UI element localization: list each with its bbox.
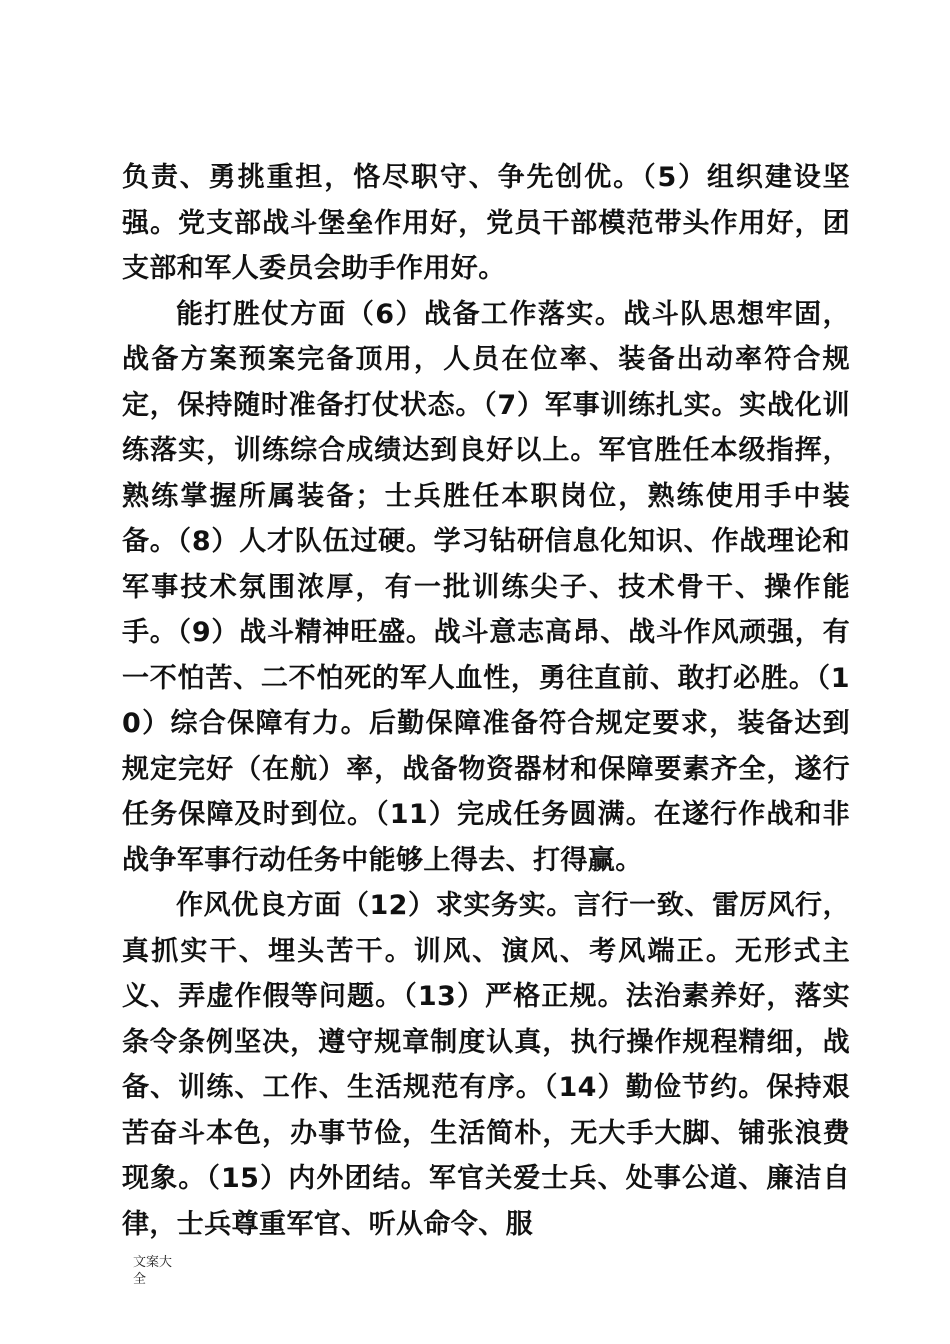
- paragraph-2: 能打胜仗方面（6）战备工作落实。战斗队思想牢固，战备方案预案完备顶用，人员在位率、装备出动率符合规定，保持随时准备打仗状态。（7）军事训练扎实。实战化训练落实，训练综合成绩达到良好以上。军官胜任本级指挥，熟练掌握所属装备；士兵胜任本职岗位，熟练使用手中装备。（8）人才队伍过硬。学习钻研信息化知识、作战理论和军事技术氛围浓厚，有一批训练尖子、技术骨干、操作能手。（9）战斗精神旺盛。战斗意志高昂、战斗作风顽强，有一不怕苦、二不怕死的军人血性，勇往直前、敢打必胜。（10）综合保障有力。后勤保障准备符合规定要求，装备达到规定完好（在航）率，战备物资器材和保障要素齐全，遂行任务保障及时到位。（11）完成任务圆满。在遂行作战和非战争军事行动任务中能够上得去、打得赢。: [122, 298, 850, 876]
- page-footer: 文案大全: [133, 1255, 173, 1287]
- paragraph-3: 作风优良方面（12）求实务实。言行一致、雷厉风行，真抓实干、埋头苦干。训风、演风、考风端正。无形式主义、弄虚作假等问题。（13）严格正规。法治素养好，落实条令条例坚决，遵守规章制度认真，执行操作规程精细，战备、训练、工作、生活规范有序。（14）勤俭节约。保持艰苦奋斗本色，办事节俭，生活简朴，无大手大脚、铺张浪费现象。（15）内外团结。军官关爱士兵、处事公道、廉洁自律，士兵尊重军官、听从命令、服: [122, 890, 850, 1240]
- paragraph-1: 负责、勇挑重担，恪尽职守、争先创优。（5）组织建设坚强。党支部战斗堡垒作用好，党员干部模范带头作用好，团支部和军人委员会助手作用好。: [122, 162, 850, 284]
- document-body: [122, 155, 850, 1247]
